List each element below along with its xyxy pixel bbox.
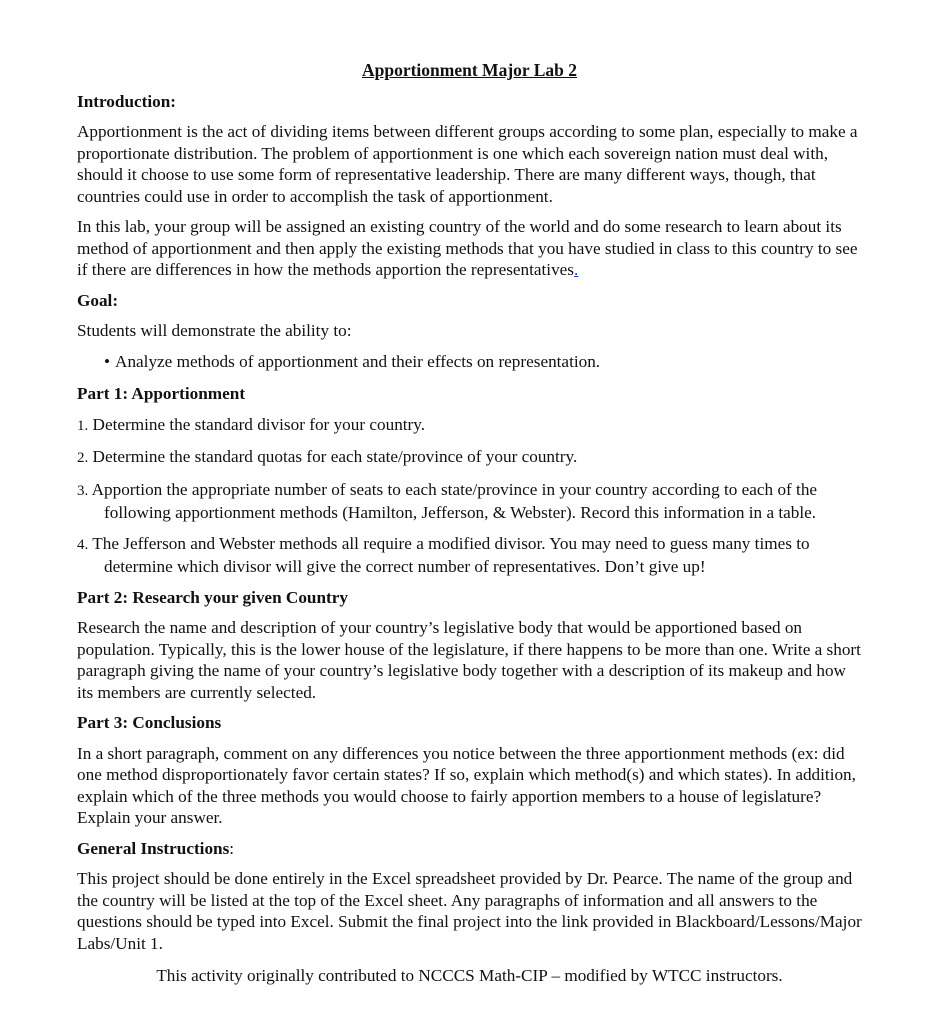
part3-paragraph: In a short paragraph, comment on any differences you notice between the three apportionment methods (ex: did one method disproportionately favor certain states? If so, explain which method(s) and which states). In addition, explain which of the three methods you would choose to fairly apportion members to a house of legislature? Explain your answer. [77,743,856,827]
item-text: Determine the standard divisor for your country. [92,414,426,434]
part1-item-2 [77,446,862,470]
goal-bullet-item: • Analyze methods of apportionment and their effects on representation. [104,351,862,373]
general-instructions-heading [77,838,862,860]
part1-heading: Part 1: Apportionment [77,384,246,403]
document-title: Apportionment Major Lab 2 [361,60,578,80]
part2-heading: Part 2: Research your given Country [77,587,348,607]
general-instructions-colon: : [229,838,235,858]
part2-paragraph: Research the name and description of your country’s legislative body that would be apportioned based on population. Typically, this is the lower house of the legislature, if there happens to be more than one. Write a short paragraph giving the name of your country’s legislative body together with a description of its makeup and how its members are currently selected. [77,618,861,702]
goal-bullet-list [77,351,862,373]
goal-lead: Students will demonstrate the ability to: [77,321,352,340]
part1-item-3 [77,479,862,524]
introduction-paragraph-1: Apportionment is the act of dividing items between different groups according to some plan, especially to make a proportionate distribution. The problem of apportionment is one which each sovereign nation must deal with, should it choose to use some form of representative leadership. There are many different ways, though, that countries could use in order to accomplish the task of apportionment. [77,122,858,206]
introduction-paragraph-2-text: In this lab, your group will be assigned an existing country of the world and do some research to learn about its method of apportionment and then apply the existing methods that you have studied in class to this country to see if there are differences in how the methods apportion the representatives [77,217,858,279]
introduction-heading: Introduction: [77,91,177,111]
item-number: 3. [77,482,89,499]
footer-credit: This activity originally contributed to NCCCS Math-CIP – modified by WTCC instructors. [156,966,783,985]
item-number: 1. [77,417,89,434]
general-instructions-label: General Instructions [77,838,230,858]
introduction-paragraph-2 [77,216,862,281]
document-page [77,60,862,987]
goal-heading: Goal: [77,290,119,310]
item-text: Apportion the appropriate number of seats to each state/province in your country according to each of the following apportionment methods (Hamilton, Jefferson, & Webster). Record this information in a table. [91,479,818,522]
item-text: The Jefferson and Webster methods all require a modified divisor. You may need to guess many times to determine which divisor will give the correct number of representatives. Don’t give up! [92,533,810,576]
part3-heading: Part 3: Conclusions [77,713,222,732]
part1-item-4 [77,533,862,578]
item-text: Determine the standard quotas for each state/province of your country. [92,447,578,466]
trailing-link[interactable]: . [573,260,579,279]
part1-item-1 [77,414,862,438]
general-instructions-paragraph: This project should be done entirely in the Excel spreadsheet provided by Dr. Pearce. The name of the group and the country will be listed at the top of the Excel sheet. Any paragraphs of information and all answers to the questions should be typed into Excel. Submit the final project into the link provided in Blackboard/Lessons/Major Labs/Unit 1. [77,869,862,953]
item-number: 4. [77,536,89,553]
item-number: 2. [77,450,89,466]
